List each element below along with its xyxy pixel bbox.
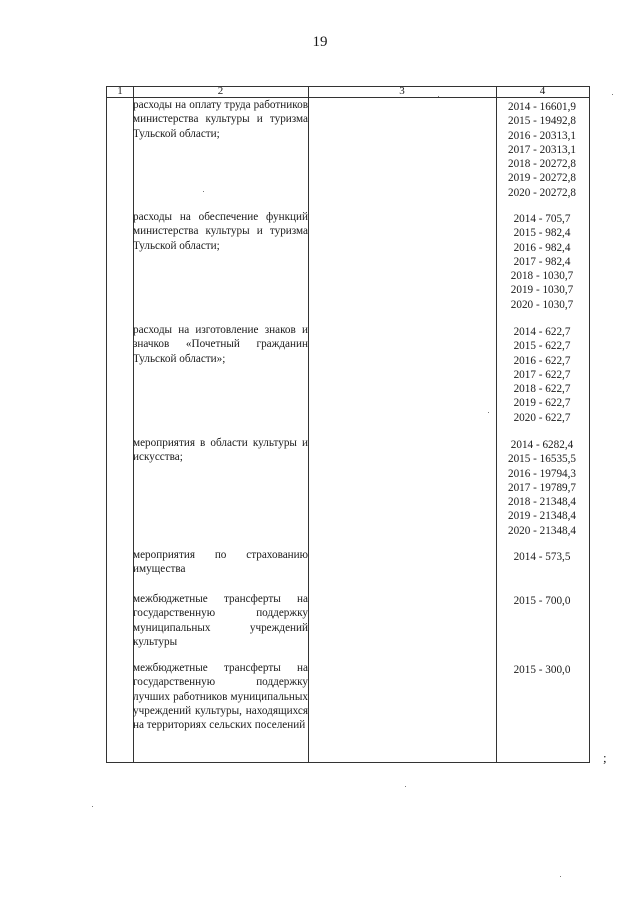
trailing-semicolon: ; (603, 750, 607, 765)
year-value: 2020 - 1030,7 (510, 298, 574, 311)
expense-description: расходы на оплату труда работников министерства культуры и туризма Тульской области; (133, 99, 308, 140)
column-divider (308, 87, 309, 762)
expense-values (497, 100, 587, 200)
column-header-4: 4 (539, 85, 546, 97)
expense-description: мероприятия по страхованию имущества (133, 549, 308, 576)
expense-values (497, 663, 587, 677)
scan-speck (488, 412, 489, 413)
scan-speck (438, 96, 439, 97)
year-value: 2014 - 705,7 (513, 213, 571, 225)
expense-values (497, 550, 587, 564)
scan-speck (92, 806, 93, 807)
column-header-1: 1 (117, 85, 123, 97)
scan-speck (203, 191, 204, 192)
expense-description: расходы на изготовление знаков и значков «Почетный гражданин Тульской области»; (133, 324, 308, 365)
year-value: 2015 - 16535,5 (507, 453, 577, 466)
year-value: 2020 - 21348,4 (507, 524, 577, 537)
year-value: 2020 - 20272,8 (507, 186, 577, 199)
year-value: 2014 - 6282,4 (510, 439, 574, 451)
expense-description: мероприятия в области культуры и искусства; (133, 437, 308, 464)
scan-speck (405, 786, 406, 787)
year-value: 2018 - 21348,4 (507, 496, 577, 509)
year-value: 2014 - 622,7 (513, 326, 571, 338)
year-value: 2017 - 622,7 (513, 368, 571, 381)
scan-speck (560, 876, 561, 877)
budget-table (106, 86, 590, 763)
expense-values (497, 438, 587, 538)
year-value: 2019 - 20272,8 (507, 172, 577, 185)
year-value: 2019 - 622,7 (513, 397, 571, 410)
expense-values (497, 594, 587, 608)
year-value: 2014 - 573,5 (513, 551, 571, 563)
year-value: 2016 - 20313,1 (507, 129, 577, 142)
year-value: 2015 - 19492,8 (507, 115, 577, 128)
year-value: 2017 - 20313,1 (507, 143, 577, 156)
expense-description: межбюджетные трансферты на государственную поддержку лучших работников муниципальных учреждений культуры, находящихся на территориях сельских поселений (133, 662, 308, 732)
year-value: 2018 - 1030,7 (510, 270, 574, 283)
column-header-3: 3 (399, 85, 405, 97)
year-value: 2014 - 16601,9 (507, 101, 577, 113)
year-value: 2015 - 622,7 (513, 340, 571, 353)
year-value: 2015 - 982,4 (513, 227, 571, 240)
year-value: 2016 - 982,4 (513, 241, 571, 254)
page-number: 19 (312, 34, 328, 50)
expense-description: расходы на обеспечение функций министерства культуры и туризма Тульской области; (133, 211, 308, 252)
year-value: 2017 - 19789,7 (507, 481, 577, 494)
year-value: 2016 - 19794,3 (507, 467, 577, 480)
year-value: 2016 - 622,7 (513, 354, 571, 367)
expense-description: межбюджетные трансферты на государственную поддержку муниципальных учреждений культуры (133, 593, 308, 648)
year-value: 2018 - 622,7 (513, 383, 571, 396)
expense-values (497, 325, 587, 425)
year-value: 2017 - 982,4 (513, 255, 571, 268)
year-value: 2019 - 1030,7 (510, 284, 574, 297)
year-value: 2015 - 700,0 (513, 595, 571, 607)
year-value: 2020 - 622,7 (513, 411, 571, 424)
year-value: 2015 - 300,0 (513, 664, 571, 676)
year-value: 2019 - 21348,4 (507, 510, 577, 523)
column-header-2: 2 (217, 85, 224, 97)
year-value: 2018 - 20272,8 (507, 158, 577, 171)
expense-values (497, 212, 587, 312)
scan-speck (612, 94, 613, 95)
